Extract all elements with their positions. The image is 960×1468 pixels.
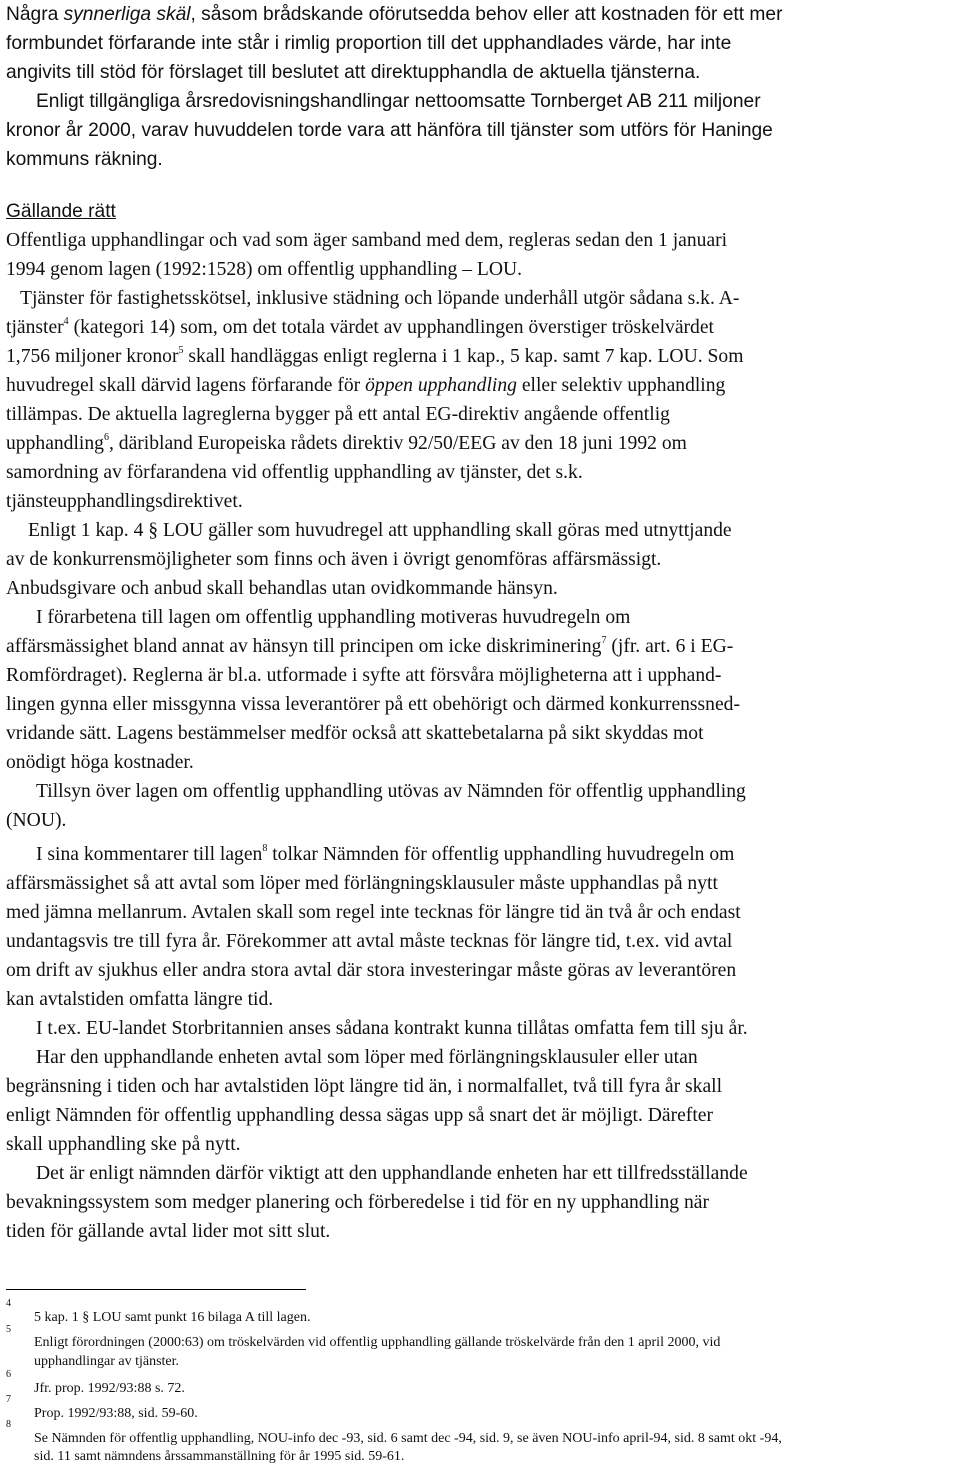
- paragraph-termination: [6, 1043, 954, 1159]
- text-line: tjänsteupphandlingsdirektivet.: [6, 491, 243, 512]
- text-span: , däribland Europeiska rådets direktiv 92/50/EEG av den 18 juni 1992 om: [108, 433, 687, 454]
- text-line: samordning av förfarandena vid offentlig upphandling av tjänster, det s.k.: [6, 462, 583, 483]
- text-span: eller selektiv upphandling: [516, 375, 726, 396]
- text-line: [6, 1159, 954, 1188]
- text-span: , såsom brådskande oförutsedda behov eller att kostnaden för ett mer: [190, 4, 783, 25]
- footnote-number: 7: [6, 1394, 11, 1405]
- text-line: onödigt höga kostnader.: [6, 752, 194, 773]
- text-span: Tillsyn över lagen om offentlig upphandling utövas av Nämnden för offentlig upphandling: [36, 781, 746, 802]
- text-span: (jfr. art. 6 i EG-: [606, 636, 734, 657]
- paragraph-comments: [6, 835, 954, 1014]
- text-line: lingen gynna eller missgynna vissa leverantörer på ett obehörigt och därmed konkurrenssned-: [6, 694, 741, 715]
- text-span: upphandling: [6, 433, 104, 454]
- footnote-ref[interactable]: 6: [103, 432, 109, 443]
- footnote-number: 8: [6, 1419, 11, 1430]
- footnote-ref[interactable]: 5: [178, 345, 184, 356]
- text-span: I sina kommentarer till lagen: [36, 844, 263, 865]
- text-line: tiden för gällande avtal lider mot sitt slut.: [6, 1221, 331, 1242]
- text-span: (kategori 14) som, om det totala värdet av upphandlingen överstiger tröskelvärdet: [68, 317, 714, 338]
- footnote-ref[interactable]: 4: [63, 316, 69, 327]
- text-line: formbundet förfarande inte står i rimlig proportion till det upphandlades värde, har inte: [6, 33, 732, 54]
- text-line: angivits till stöd för förslaget till beslutet att direktupphandla de aktuella tjänsterna.: [6, 62, 701, 83]
- text-span: tjänster: [6, 317, 64, 338]
- footnote-ref[interactable]: 8: [262, 843, 268, 854]
- text-span: huvudregel skall därvid lagens förfarande för: [6, 375, 366, 396]
- text-line: om drift av sjukhus eller andra stora avtal där stora investeringar måste göras av leverantören: [6, 960, 737, 981]
- text-span: Några: [6, 4, 64, 25]
- text-line: Offentliga upphandlingar och vad som äger samband med dem, regleras sedan den 1 januari: [6, 230, 728, 251]
- text-span: I förarbetena till lagen om offentlig upphandling motiveras huvudregeln om: [36, 607, 631, 628]
- footnote-text: 5 kap. 1 § LOU samt punkt 16 bilaga A till lagen.: [34, 1310, 311, 1325]
- text-line: av de konkurrensmöjligheter som finns och även i övrigt genomföras affärsmässigt.: [6, 549, 662, 570]
- text-line: bevakningssystem som medger planering och förberedelse i tid för en ny upphandling när: [6, 1192, 710, 1213]
- text-line: [6, 0, 954, 29]
- footnote-text: Prop. 1992/93:88, sid. 59-60.: [34, 1406, 198, 1421]
- text-line: [6, 840, 954, 869]
- text-line: undantagsvis tre till fyra år. Förekommer att avtal måste tecknas för längre tid, t.ex. vid avtal: [6, 931, 733, 952]
- emphasis-text: öppen upphandling: [365, 375, 517, 396]
- text-line: skall upphandling ske på nytt.: [6, 1134, 241, 1155]
- text-span: tolkar Nämnden för offentlig upphandling huvudregeln om: [267, 844, 735, 865]
- text-span: I t.ex. EU-landet Storbritannien anses sådana kontrakt kunna tillåtas omfatta fem till sju år.: [36, 1018, 748, 1039]
- text-line: [6, 87, 954, 116]
- text-span: Enligt tillgängliga årsredovisningshandlingar nettoomsatte Tornberget AB 211 miljoner: [36, 91, 761, 112]
- text-line: [6, 429, 954, 458]
- paragraph-supervision: [6, 777, 954, 835]
- section-heading: Gällande rätt: [6, 201, 116, 222]
- footnote-number: 4: [6, 1298, 11, 1309]
- text-line: Romfördraget). Reglerna är bl.a. utformade i syfte att försvåra möjligheterna att i upphand-: [6, 665, 722, 686]
- paragraph-intro: [6, 0, 954, 174]
- text-line: [6, 603, 954, 632]
- footnote-divider: [6, 1289, 306, 1290]
- text-line: kronor år 2000, varav huvuddelen torde vara att hänföra till tjänster som utförs för Haninge: [6, 120, 773, 141]
- footnote-text: Jfr. prop. 1992/93:88 s. 72.: [34, 1381, 185, 1396]
- text-line: [6, 284, 954, 313]
- text-line: vridande sätt. Lagens bestämmelser medför också att skattebetalarna på sikt skyddas mot: [6, 723, 704, 744]
- text-line: 1994 genom lagen (1992:1528) om offentlig upphandling – LOU.: [6, 259, 523, 280]
- text-line: kommuns räkning.: [6, 149, 163, 170]
- text-line: kan avtalstiden omfatta längre tid.: [6, 989, 274, 1010]
- text-span: skall handläggas enligt reglerna i 1 kap., 5 kap. samt 7 kap. LOU. Som: [183, 346, 744, 367]
- paragraph-applicable-law: [6, 226, 954, 516]
- text-line: [6, 1014, 954, 1043]
- paragraph-main-rule: [6, 516, 954, 603]
- emphasis-text: synnerliga skäl: [63, 4, 191, 25]
- text-line: begränsning i tiden och har avtalstiden löpt längre tid än, i normalfallet, två till fyra år skall: [6, 1076, 723, 1097]
- text-line: [6, 371, 954, 400]
- footnote-number: 5: [6, 1324, 11, 1335]
- text-line: Anbudsgivare och anbud skall behandlas utan ovidkommande hänsyn.: [6, 578, 558, 599]
- text-span: 1,756 miljoner kronor: [6, 346, 179, 367]
- footnote-text-cont: sid. 11 samt nämndens årssammanställning för år 1995 sid. 59-61.: [34, 1449, 405, 1464]
- text-span: Enligt 1 kap. 4 § LOU gäller som huvudregel att upphandling skall göras med utnyttjande: [28, 520, 732, 541]
- footnote-number: 6: [6, 1369, 11, 1380]
- text-line: [6, 313, 954, 342]
- text-line: affärsmässighet så att avtal som löper med förlängningsklausuler måste upphandlas på nytt: [6, 873, 718, 894]
- text-line: [6, 516, 954, 545]
- text-line: [6, 342, 954, 371]
- text-span: Tjänster för fastighetsskötsel, inklusive städning och löpande underhåll utgör sådana s.k. A-: [20, 288, 740, 309]
- footnote-text: Se Nämnden för offentlig upphandling, NOU-info dec -93, sid. 6 samt dec -94, sid. 9, se även NOU-info april-94, sid. 8 samt okt -94,: [34, 1431, 782, 1446]
- text-line: [6, 632, 954, 661]
- paragraph-preparatory-works: [6, 603, 954, 777]
- text-line: med jämna mellanrum. Avtalen skall som regel inte tecknas för längre tid än två år och endast: [6, 902, 741, 923]
- footnote-text-cont: upphandlingar av tjänster.: [34, 1354, 180, 1369]
- document-body: [6, 0, 954, 1246]
- paragraph-monitoring: [6, 1159, 954, 1246]
- text-line: [6, 777, 954, 806]
- text-span: Har den upphandlande enheten avtal som löper med förlängningsklausuler eller utan: [36, 1047, 698, 1068]
- footnote-text: Enligt förordningen (2000:63) om tröskelvärden vid offentlig upphandling gällande tröskelvärde från den 1 april 2000, vid: [34, 1335, 721, 1350]
- text-span: Det är enligt nämnden därför viktigt att den upphandlande enheten har ett tillfredsställande: [36, 1163, 748, 1184]
- text-line: (NOU).: [6, 810, 67, 831]
- text-line: [6, 1043, 954, 1072]
- text-span: affärsmässighet bland annat av hänsyn till principen om icke diskriminering: [6, 636, 602, 657]
- paragraph-uk-example: [6, 1014, 954, 1043]
- text-line: tillämpas. De aktuella lagreglerna bygger på ett antal EG-direktiv angående offentlig: [6, 404, 670, 425]
- footnote-ref[interactable]: 7: [601, 635, 607, 646]
- text-line: enligt Nämnden för offentlig upphandling dessa sägas upp så snart det är möjligt. Därefter: [6, 1105, 714, 1126]
